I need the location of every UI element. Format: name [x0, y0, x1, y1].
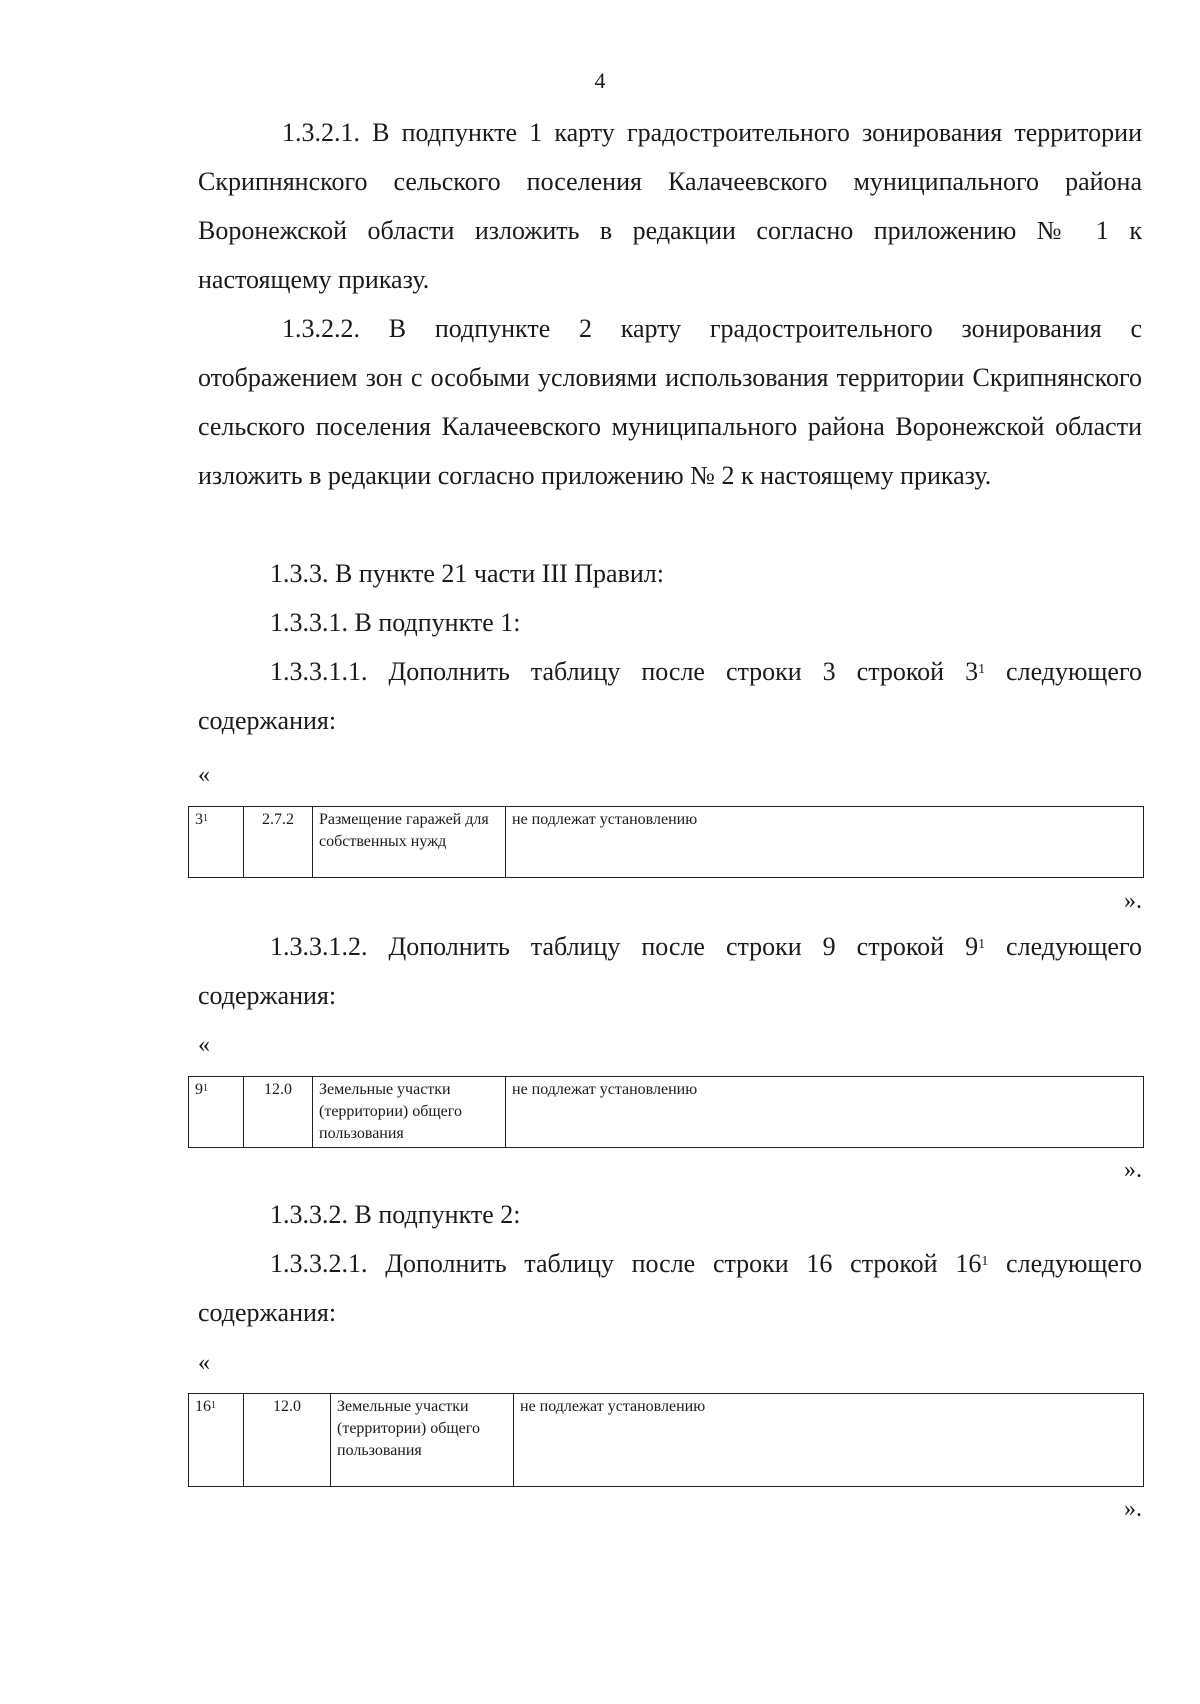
paragraph-text-start: 1.3.3.1.2. Дополнить таблицу после строки 9 строкой 9 [270, 932, 979, 961]
activity-name-cell: Земельные участки (территории) общего пользования [313, 1077, 506, 1148]
paragraph-1-3-2-2: 1.3.2.2. В подпункте 2 карту градостроительного зонирования с отображением зон с особыми условиями использования территории Скрипнянского сельского поселения Калачеевского муниципального района Воронежской области изложить в редакции согласно приложению № 2 к настоящему приказу. [198, 314, 1142, 490]
row-number-superscript: 1 [211, 1400, 216, 1411]
table-row-9-1 [188, 1076, 1144, 1148]
superscript: 1 [981, 1254, 989, 1269]
paragraph-1-3-3-1: 1.3.3.1. В подпункте 1: [270, 608, 521, 637]
paragraph-1-3-3-2: 1.3.3.2. В подпункте 2: [270, 1200, 521, 1229]
paragraph-text-start: 1.3.3.1.1. Дополнить таблицу после строки 3 строкой 3 [270, 657, 979, 686]
table-row-3-1 [188, 806, 1144, 878]
paragraph-1-3-3-2-1 [198, 1239, 1142, 1337]
row-number-cell [189, 807, 244, 878]
paragraph-text-end: следующего содержания: [198, 657, 1142, 735]
parameters-cell: не подлежат установлению [506, 807, 1144, 878]
page-number: 4 [594, 68, 606, 93]
opening-quote: « [198, 762, 210, 788]
superscript: 1 [978, 662, 986, 677]
paragraph-1-3-3-1-2 [198, 922, 1142, 1020]
paragraph-1-3-2-1: 1.3.2.1. В подпункте 1 карту градостроительного зонирования территории Скрипнянского сельского поселения Калачеевского муниципального района Воронежской области изложить в редакции согласно приложению № 1 к настоящему приказу. [198, 118, 1142, 294]
closing-quote: ». [1124, 1157, 1142, 1183]
table-row [189, 1077, 1144, 1148]
table-row [189, 1394, 1144, 1487]
activity-code-cell: 12.0 [244, 1394, 331, 1487]
opening-quote: « [198, 1350, 210, 1376]
row-number: 9 [195, 1081, 203, 1098]
closing-quote: ». [1124, 1496, 1142, 1522]
row-number-superscript: 1 [203, 1083, 208, 1094]
activity-code-cell: 12.0 [244, 1077, 313, 1148]
parameters-cell: не подлежат установлению [506, 1077, 1144, 1148]
row-number-superscript: 1 [203, 813, 208, 824]
superscript: 1 [978, 937, 986, 952]
row-number: 3 [195, 811, 203, 828]
row-number: 16 [195, 1398, 211, 1415]
row-number-cell [189, 1394, 244, 1487]
paragraph-text-end: следующего содержания: [198, 1249, 1142, 1327]
table-row [189, 807, 1144, 878]
closing-quote: ». [1124, 888, 1142, 914]
activity-code-cell: 2.7.2 [244, 807, 313, 878]
paragraph-text-end: следующего содержания: [198, 932, 1142, 1010]
opening-quote: « [198, 1032, 210, 1058]
parameters-cell: не подлежат установлению [514, 1394, 1144, 1487]
paragraph-text-start: 1.3.3.2.1. Дополнить таблицу после строки 16 строкой 16 [270, 1249, 982, 1278]
activity-name-cell: Размещение гаражей для собственных нужд [313, 807, 506, 878]
paragraph-1-3-3: 1.3.3. В пункте 21 части III Правил: [270, 559, 664, 588]
paragraph-1-3-3-1-1 [198, 647, 1142, 745]
table-row-16-1 [188, 1393, 1144, 1487]
row-number-cell [189, 1077, 244, 1148]
activity-name-cell: Земельные участки (территории) общего пользования [331, 1394, 514, 1487]
